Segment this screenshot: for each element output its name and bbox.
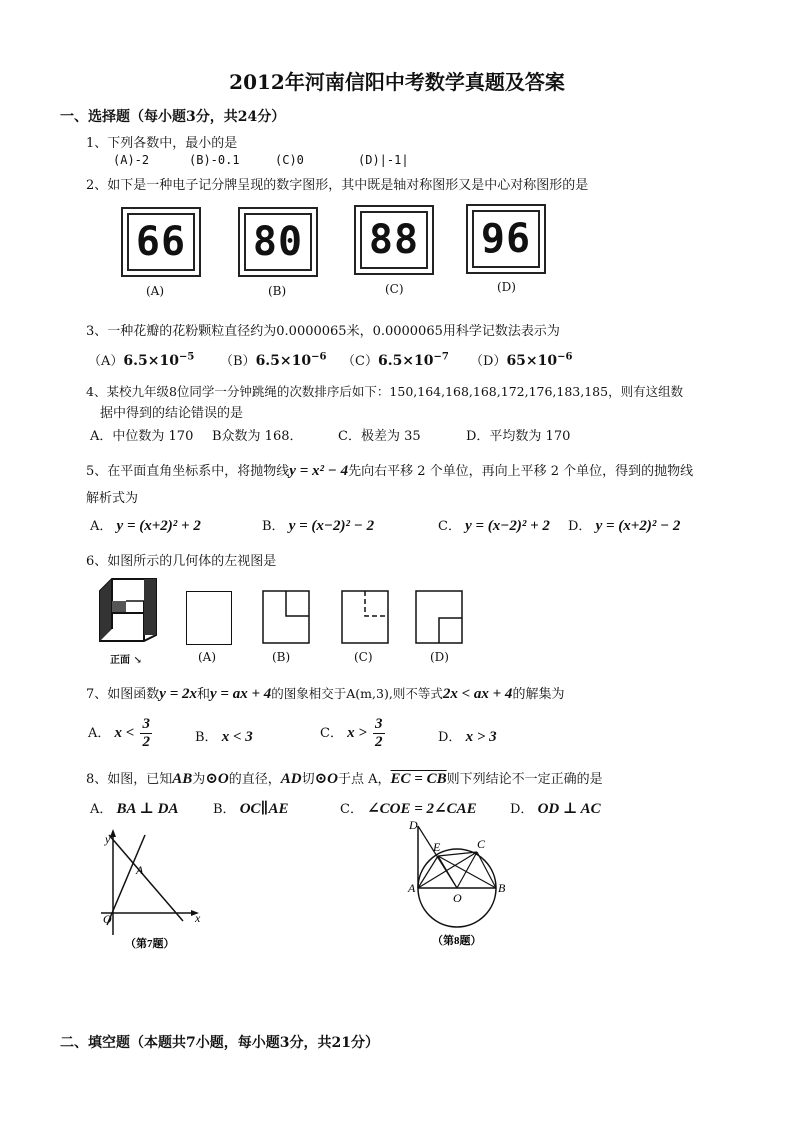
scoreboard-c-digits: 88	[360, 211, 428, 269]
fig8-point-o: O	[453, 891, 462, 905]
q7-stem-and: 和	[197, 687, 211, 702]
fig8-caption: （第8题）	[432, 935, 482, 947]
fraction-numerator: 3	[375, 716, 383, 732]
q3-option-b	[220, 350, 326, 369]
q6-view-d	[415, 590, 463, 644]
q8-option-a-label: A．	[90, 802, 113, 817]
q3-option-a-base: 6.5×10	[123, 353, 179, 369]
fig8-point-a: A	[408, 881, 416, 895]
q3-option-d-exp: −6	[557, 351, 573, 363]
q6-front-label	[110, 651, 142, 666]
q7-option-b-label: B．	[195, 730, 218, 745]
q3-option-b-exp: −6	[311, 351, 327, 363]
q4-option-a: A．中位数为 170	[90, 429, 194, 444]
scoreboard-c	[354, 205, 434, 275]
q7-option-a-label: A．	[88, 726, 111, 741]
q7-option-c-label: C．	[320, 726, 343, 741]
q5-option-c-label: C．	[438, 519, 461, 534]
q5-option-c	[438, 515, 550, 535]
q3-option-c-label: （C）	[342, 354, 378, 369]
q8-stem-t3: 切	[301, 772, 315, 787]
q3-option-a	[88, 350, 194, 369]
q7-inequality: 2x < ax + 4	[442, 686, 513, 702]
q3-option-b-base: 6.5×10	[255, 353, 312, 369]
q6-front-text: 正面	[110, 655, 130, 666]
q8-stem-t4: 于点 A，	[338, 772, 391, 787]
q7-option-d	[438, 726, 497, 746]
q7-option-c	[320, 716, 387, 751]
q1-option-d: (D)|-1|	[358, 153, 409, 167]
q5-option-d-label: D．	[568, 519, 592, 534]
q4-stem-line1: 4、某校九年级8位同学一分钟跳绳的次数排序后如下：150,164,168,168,172,176,183,185，则有这组数	[86, 384, 684, 399]
q5-option-d	[568, 515, 680, 535]
q5-option-a-label: A．	[90, 519, 113, 534]
q8-option-d-math: OD ⊥ AC	[537, 801, 601, 817]
q8-stem-t2: 的直径，	[228, 772, 281, 787]
q5-option-a	[90, 515, 201, 535]
section-choice-heading: 一、选择题（每小题3分，共24分）	[60, 109, 286, 125]
q6-stem: 6、如图所示的几何体的左视图是	[86, 554, 277, 569]
q8-option-c-math: ∠COE = 2∠CAE	[367, 801, 477, 817]
q7-function-2: y = ax + 4	[210, 686, 272, 702]
fig7-caption: （第7题）	[125, 938, 175, 950]
q5-parabola: y = x² − 4	[289, 463, 349, 479]
scoreboard-d	[466, 204, 546, 274]
q5-option-a-math: y = (x+2)² + 2	[116, 518, 201, 534]
fig8-point-e: E	[433, 840, 441, 854]
q8-option-a	[90, 798, 178, 818]
q8-stem	[86, 768, 603, 788]
q8-option-c-label: C．	[340, 802, 363, 817]
q7-option-d-label: D．	[438, 730, 462, 745]
q5-option-d-math: y = (x+2)² − 2	[595, 518, 681, 534]
page-title: 2012年河南信阳中考数学真题及答案	[229, 70, 565, 94]
q7-stem-post: 的解集为	[512, 687, 565, 702]
q8-option-b-label: B．	[213, 802, 236, 817]
q4-option-b: B众数为 168．	[212, 429, 303, 444]
q8-ab: AB	[172, 771, 193, 787]
q8-stem-pre: 8、如图，已知	[86, 772, 173, 787]
q6-solid-drawing	[98, 577, 160, 647]
q5-stem-line2: 解析式为	[86, 491, 139, 506]
q3-option-d-label: （D）	[470, 354, 507, 369]
fig8-point-d: D	[409, 818, 418, 832]
q6-view-a	[186, 591, 232, 645]
q8-circle: ⊙O	[205, 771, 229, 787]
scoreboard-a	[121, 207, 201, 277]
fig7-point-a: A	[136, 863, 144, 877]
chord-ac	[418, 852, 477, 888]
q7-option-d-math: x > 3	[465, 729, 497, 745]
fraction-denominator: 2	[142, 734, 150, 750]
fig7-x-label: x	[195, 911, 201, 925]
q6-label-b: (B)	[272, 650, 291, 664]
scoreboard-d-digits: 96	[472, 210, 540, 268]
section-fill-heading: 二、填空题（本题共7小题，每小题3分，共21分）	[60, 1035, 379, 1051]
q6-label-c: (C)	[354, 650, 373, 664]
fraction-denominator: 2	[375, 734, 383, 750]
q8-option-d-label: D．	[510, 802, 534, 817]
q5-option-b	[262, 515, 374, 535]
q5-option-b-label: B．	[262, 519, 285, 534]
fraction-numerator: 3	[142, 716, 150, 732]
q8-option-d	[510, 798, 601, 818]
q6-view-b	[262, 590, 310, 644]
q6-label-a: (A)	[198, 650, 217, 664]
scoreboard-a-digits: 66	[127, 213, 195, 271]
fig8-point-b: B	[498, 881, 506, 895]
q7-option-b-math: x < 3	[221, 729, 253, 745]
q1-option-a: (A)-2	[113, 153, 150, 167]
q5-option-b-math: y = (x−2)² − 2	[288, 518, 375, 534]
line-y-ax-plus-4	[109, 835, 183, 921]
figure-8	[405, 818, 515, 953]
q4-option-d: D．平均数为 170	[466, 429, 571, 444]
q3-option-c-exp: −7	[433, 351, 449, 363]
fig7-y-label: y	[105, 832, 111, 846]
q7-stem	[86, 683, 564, 703]
q2-stem: 2、如下是一种电子记分牌呈现的数字图形，其中既是轴对称图形又是中心对称图形的是	[86, 178, 589, 193]
q6-label-d: (D)	[430, 650, 449, 664]
q7-function-1: y = 2x	[159, 686, 197, 702]
arrow-icon: ↘	[130, 655, 142, 666]
scoreboard-a-label: (A)	[146, 284, 165, 298]
q3-option-d-base: 65×10	[506, 353, 558, 369]
q8-option-b	[213, 798, 289, 818]
q8-stem-t5: 则下列结论不一定正确的是	[446, 772, 603, 787]
q8-stem-t1: 为	[192, 772, 206, 787]
q8-option-c	[340, 798, 477, 818]
fig8-point-c: C	[477, 837, 486, 851]
y-axis-arrow-icon	[110, 829, 116, 837]
q8-arc-equality: EC = CB	[390, 771, 447, 787]
q5-option-c-math: y = (x−2)² + 2	[465, 518, 550, 534]
q7-option-a-var: x <	[114, 725, 135, 741]
scoreboard-b-digits: 80	[244, 213, 312, 271]
q7-option-a-fraction	[140, 716, 152, 751]
q5-stem-line1	[86, 460, 693, 480]
q3-option-c-base: 6.5×10	[377, 353, 434, 369]
scoreboard-d-label: (D)	[497, 280, 516, 294]
q7-option-a	[88, 716, 154, 751]
q1-option-c: (C)0	[275, 153, 304, 167]
scoreboard-c-label: (C)	[385, 282, 404, 296]
q1-option-b: (B)-0.1	[189, 153, 240, 167]
q4-option-c: C．极差为 35	[338, 429, 421, 444]
q3-option-b-label: （B）	[220, 354, 256, 369]
scoreboard-b-label: (B)	[268, 284, 287, 298]
q3-option-d	[470, 350, 572, 369]
q7-option-b	[195, 726, 253, 746]
q3-option-c	[342, 350, 449, 369]
q3-option-a-label: （A）	[88, 354, 124, 369]
q3-option-a-exp: −5	[178, 351, 195, 363]
figure-7	[95, 825, 215, 955]
scoreboard-b	[238, 207, 318, 277]
q1-stem: 1、下列各数中，最小的是	[86, 136, 238, 151]
q8-circle-2: ⊙O	[314, 771, 338, 787]
q8-option-b-math: OC∥AE	[239, 801, 289, 817]
fig7-origin-label: O	[103, 912, 112, 926]
q8-ad: AD	[280, 771, 302, 787]
q5-stem-post: 先向右平移 2 个单位，再向上平移 2 个单位，得到的抛物线	[348, 464, 694, 479]
q7-option-c-fraction	[373, 716, 385, 751]
q7-stem-pre: 7、如图函数	[86, 687, 160, 702]
q6-view-c	[341, 590, 389, 644]
q5-stem-pre: 5、在平面直角坐标系中，将抛物线	[86, 464, 290, 479]
q7-option-c-var: x >	[347, 725, 367, 741]
q8-option-a-math: BA ⊥ DA	[116, 801, 179, 817]
q3-stem: 3、一种花瓣的花粉颗粒直径约为0.0000065米，0.0000065用科学记数法表示为	[86, 324, 560, 339]
q4-stem-line2: 据中得到的结论错误的是	[100, 406, 244, 421]
q7-stem-mid: 的图象相交于A(m,3),则不等式	[271, 686, 443, 701]
